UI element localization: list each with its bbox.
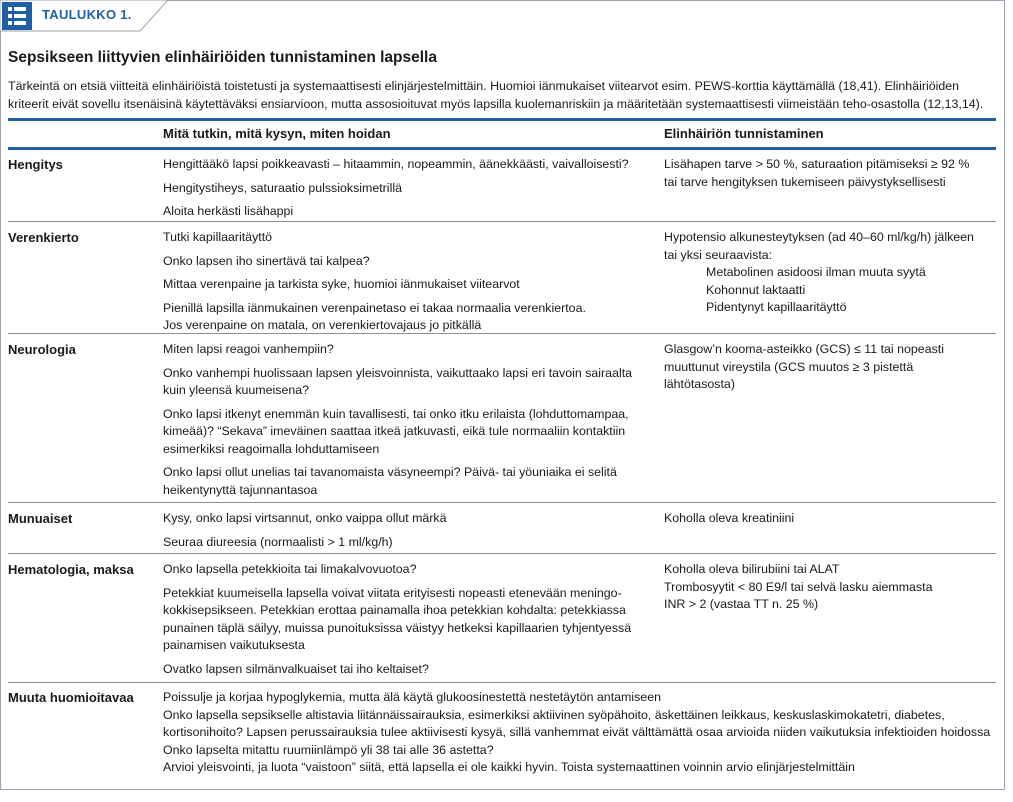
row-category: Hengitys <box>8 157 63 172</box>
check-item: Ovatko lapsen silmänvalkuaiset tai iho keltaiset? <box>163 661 429 676</box>
criteria-item: Koholla oleva kreatiniini <box>664 511 795 525</box>
check-item: Miten lapsi reagoi vanhempiin? <box>163 342 334 356</box>
criteria-subitem: Pidentynyt kapillaaritäyttö <box>706 300 847 314</box>
row-checks <box>163 510 653 551</box>
check-item: Petekkiat kuumeisella lapsella voivat viitata erityisesti nopeasti etenevään meningo-kokkisepsikseen. Petekkian erottaa painamalla ihoa petekkian kohdalta: petekkiassa punainen täplä säilyy, muissa punoituksissa väistyy hetkeksi kapillaarien tyhjentyessä painamisen vaikutuksesta <box>163 585 632 652</box>
row-divider <box>8 221 996 222</box>
column-header-checks: Mitä tutkin, mitä kysyn, miten hoidan <box>163 126 391 141</box>
check-item: Onko lapsella sepsikselle altistavia liitännäissairauksia, esimerkiksi aktiivinen syöpähoito, äskettäinen leikkaus, keskuslaskimokatetri, diabetes, kortisonihoito? Lapsen perussairauksia tulee aktiivisesti kysyä, sillä vanhemmat eivät välttämättä osaa arvioida niiden vaikutuksia infektioiden hoidossa <box>163 707 991 739</box>
row-criteria <box>664 561 984 614</box>
row-divider <box>8 553 996 554</box>
check-item: Onko lapsen iho sinertävä tai kalpea? <box>163 253 370 268</box>
check-item: Mittaa verenpaine ja tarkista syke, huomioi iänmukaiset viitearvot <box>163 277 520 291</box>
row-divider <box>8 682 996 683</box>
row-category: Verenkierto <box>8 230 79 245</box>
row-category: Hematologia, maksa <box>8 562 134 577</box>
check-item: Seuraa diureesia (normaalisti > 1 ml/kg/h) <box>163 534 393 549</box>
check-item: Jos verenpaine on matala, on verenkiertovajaus jo pitkällä <box>163 318 482 332</box>
tab-label: TAULUKKO 1. <box>42 7 132 22</box>
check-item: Onko lapsi itkenyt enemmän kuin tavallisesti, tai onko itku erilaista (lohduttomampaa, kimeää)? “Sekava” imeväinen saattaa itkeä jatkuvasti, eikä tule normaaliin kontaktiin esimerkiksi reagoimalla lohduttamiseen <box>163 406 629 456</box>
check-item: Onko lapsi ollut unelias tai tavanomaista väsyneempi? Päivä- tai yöuniaika ei selitä heikentynyttä tajunnantasoa <box>163 465 617 497</box>
criteria-item: Koholla oleva bilirubiini tai ALAT <box>664 562 840 576</box>
row-criteria <box>664 156 984 191</box>
criteria-item: Lisähapen tarve > 50 %, saturaation pitämiseksi ≥ 92 % tai tarve hengityksen tukemiseen päivystyksellisesti <box>664 157 970 189</box>
check-item: Pienillä lapsilla iänmukainen verenpainetaso ei takaa normaalia verenkiertoa. <box>163 300 586 315</box>
row-divider <box>8 502 996 503</box>
row-checks <box>163 561 641 678</box>
check-item: Onko lapsella petekkioita tai limakalvovuotoa? <box>163 562 417 576</box>
row-category: Muuta huomioitavaa <box>8 690 134 705</box>
header-bottom-rule <box>8 147 996 150</box>
row-category: Munuaiset <box>8 511 73 526</box>
criteria-item: Trombosyytit < 80 E9/l tai selvä lasku aiemmasta <box>664 579 933 594</box>
row-divider <box>8 333 996 334</box>
criteria-subitem: Metabolinen asidoosi ilman muuta syytä <box>706 265 926 279</box>
table-title: Sepsikseen liittyvien elinhäiriöiden tunnistaminen lapsella <box>8 49 437 66</box>
row-criteria <box>664 510 984 528</box>
check-item: Arvioi yleisvointi, ja luota “vaistoon” siitä, että lapsella ei ole kaikki hyvin. Toista systemaattinen voinnin arvio elinjärjestelmittäin <box>163 760 855 774</box>
row-checks <box>163 229 653 335</box>
criteria-item: Glasgow’n kooma-asteikko (GCS) ≤ 11 tai nopeasti muuttunut vireystila (GCS muutos ≥ 3 pistettä lähtötasosta) <box>664 342 944 391</box>
check-item: Aloita herkästi lisähappi <box>163 204 294 218</box>
table-icon <box>2 2 32 30</box>
criteria-item: Hypotensio alkunesteytyksen (ad 40–60 ml/kg/h) jälkeen tai yksi seuraavista: <box>664 230 974 262</box>
row-category: Neurologia <box>8 342 76 357</box>
check-item: Tutki kapillaaritäyttö <box>163 230 273 244</box>
check-item: Onko lapselta mitattu ruumiinlämpö yli 38 tai alle 36 astetta? <box>163 742 494 757</box>
table-tab <box>0 0 148 31</box>
column-header-criteria: Elinhäiriön tunnistaminen <box>664 126 824 141</box>
check-item: Poissulje ja korjaa hypoglykemia, mutta älä käytä glukoosinestettä nestetäytön antamiseen <box>163 690 661 704</box>
check-item: Hengitystiheys, saturaatio pulssioksimetrillä <box>163 180 402 195</box>
table-intro: Tärkeintä on etsiä viitteitä elinhäiriöistä toistetusti ja systemaattisesti elinjärjestelmittäin. Huomioi iänmukaiset viitearvot esim. PEWS-korttia käyttämällä (18,41). Elinhäiriöiden kriteerit eivät sovellu itsenäisinä käytettäväksi ensiarvioon, mutta assosioituvat myös lapsilla kuolemanriskiin ja määritetään systemaattisesti viimeistään teho-osastolla (12,13,14). <box>8 79 984 111</box>
check-item: Kysy, onko lapsi virtsannut, onko vaippa ollut märkä <box>163 511 447 525</box>
check-item: Onko vanhempi huolissaan lapsen yleisvoinnista, vaikuttaako lapsi eri tavoin sairaalta kuin yleensä kuumeisena? <box>163 365 633 397</box>
check-item: Hengittääkö lapsi poikkeavasti – hitaammin, nopeammin, äänekkäästi, vaivalloisesti? <box>163 157 629 171</box>
row-criteria <box>664 229 984 317</box>
criteria-item: INR > 2 (vastaa TT n. 25 %) <box>664 597 819 611</box>
row-criteria <box>664 341 964 394</box>
criteria-subitem: Kohonnut laktaatti <box>706 282 806 297</box>
header-top-rule <box>8 118 996 121</box>
row-checks <box>163 689 995 777</box>
row-checks <box>163 156 653 221</box>
row-checks <box>163 341 641 499</box>
